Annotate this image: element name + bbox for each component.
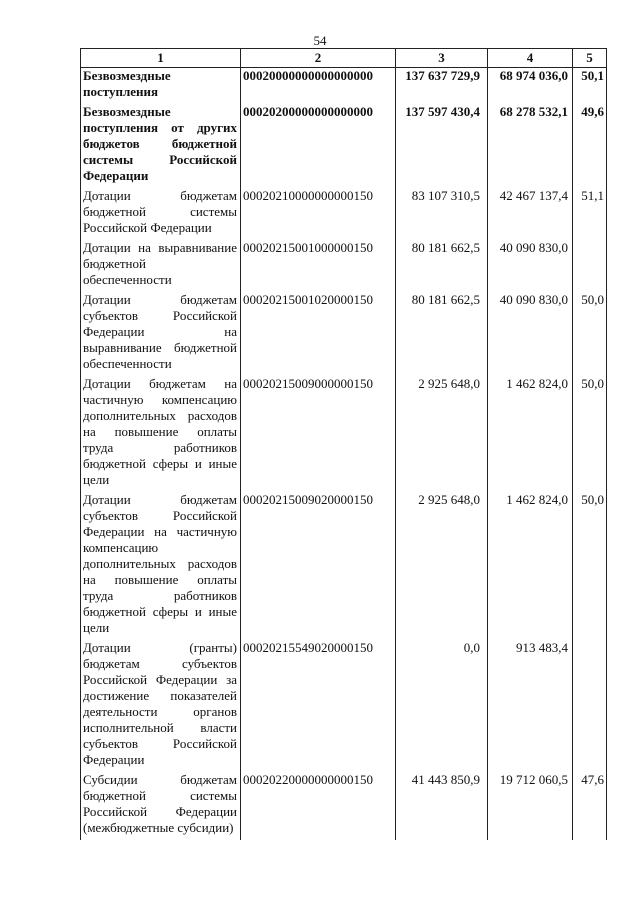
- row-actual-cell: 68 278 532,1: [488, 104, 573, 188]
- row-plan-cell: 80 181 662,5: [396, 240, 488, 292]
- row-code-cell: 00020215001020000150: [241, 292, 396, 376]
- table-row: [81, 492, 607, 640]
- row-percent-cell: 50,0: [573, 292, 607, 376]
- row-name-cell: Дотации бюджетам субъектов Российской Федерации на выравнивание бюджетной обеспеченности: [81, 292, 241, 376]
- table-row: [81, 104, 607, 188]
- row-actual-cell: 68 974 036,0: [488, 68, 573, 105]
- row-plan-cell: 80 181 662,5: [396, 292, 488, 376]
- row-actual-cell: 19 712 060,5: [488, 772, 573, 840]
- row-percent-cell: 50,0: [573, 492, 607, 640]
- row-code-cell: 00020000000000000000: [241, 68, 396, 105]
- table-row: [81, 376, 607, 492]
- row-name-cell: Дотации бюджетам субъектов Российской Федерации на частичную компенсацию дополнительных расходов на повышение оплаты труда работников бюджетной сферы и иные цели: [81, 492, 241, 640]
- table-header-row: [81, 49, 607, 68]
- row-percent-cell: [573, 640, 607, 772]
- row-code-cell: 00020220000000000150: [241, 772, 396, 840]
- table-row: [81, 772, 607, 840]
- column-header-3: 3: [396, 49, 488, 68]
- row-name-cell: Дотации бюджетам на частичную компенсацию дополнительных расходов на повышение оплаты труда работников бюджетной сферы и иные цели: [81, 376, 241, 492]
- row-name-cell: Дотации на выравнивание бюджетной обеспеченности: [81, 240, 241, 292]
- table-row: [81, 640, 607, 772]
- row-name-cell: Безвозмездные поступления от других бюджетов бюджетной системы Российской Федерации: [81, 104, 241, 188]
- row-plan-cell: 83 107 310,5: [396, 188, 488, 240]
- row-code-cell: 00020200000000000000: [241, 104, 396, 188]
- page-number: 54: [313, 33, 327, 48]
- row-plan-cell: 137 637 729,9: [396, 68, 488, 105]
- column-header-5: 5: [573, 49, 607, 68]
- row-percent-cell: 47,6: [573, 772, 607, 840]
- table-row: [81, 292, 607, 376]
- table-row: [81, 240, 607, 292]
- row-actual-cell: 1 462 824,0: [488, 492, 573, 640]
- row-name-cell: Безвозмездные поступления: [81, 68, 241, 105]
- row-code-cell: 00020215009020000150: [241, 492, 396, 640]
- row-name-cell: Субсидии бюджетам бюджетной системы Российской Федерации (межбюджетные субсидии): [81, 772, 241, 840]
- row-actual-cell: 913 483,4: [488, 640, 573, 772]
- row-actual-cell: 1 462 824,0: [488, 376, 573, 492]
- row-code-cell: 00020215549020000150: [241, 640, 396, 772]
- row-actual-cell: 42 467 137,4: [488, 188, 573, 240]
- row-actual-cell: 40 090 830,0: [488, 240, 573, 292]
- row-percent-cell: 49,6: [573, 104, 607, 188]
- table-body: [81, 68, 607, 841]
- row-plan-cell: 2 925 648,0: [396, 376, 488, 492]
- table-row: [81, 68, 607, 105]
- row-name-cell: Дотации бюджетам бюджетной системы Российской Федерации: [81, 188, 241, 240]
- row-code-cell: 00020215001000000150: [241, 240, 396, 292]
- row-name-cell: Дотации (гранты) бюджетам субъектов Российской Федерации за достижение показателей деятельности органов исполнительной власти субъектов Российской Федерации: [81, 640, 241, 772]
- row-plan-cell: 0,0: [396, 640, 488, 772]
- row-percent-cell: 50,1: [573, 68, 607, 105]
- column-header-1: 1: [81, 49, 241, 68]
- column-header-4: 4: [488, 49, 573, 68]
- column-header-2: 2: [241, 49, 396, 68]
- row-plan-cell: 41 443 850,9: [396, 772, 488, 840]
- table-row: [81, 188, 607, 240]
- row-code-cell: 00020215009000000150: [241, 376, 396, 492]
- row-actual-cell: 40 090 830,0: [488, 292, 573, 376]
- row-plan-cell: 137 597 430,4: [396, 104, 488, 188]
- row-plan-cell: 2 925 648,0: [396, 492, 488, 640]
- row-percent-cell: [573, 240, 607, 292]
- budget-revenue-table: [80, 48, 607, 840]
- row-percent-cell: 51,1: [573, 188, 607, 240]
- row-percent-cell: 50,0: [573, 376, 607, 492]
- row-code-cell: 00020210000000000150: [241, 188, 396, 240]
